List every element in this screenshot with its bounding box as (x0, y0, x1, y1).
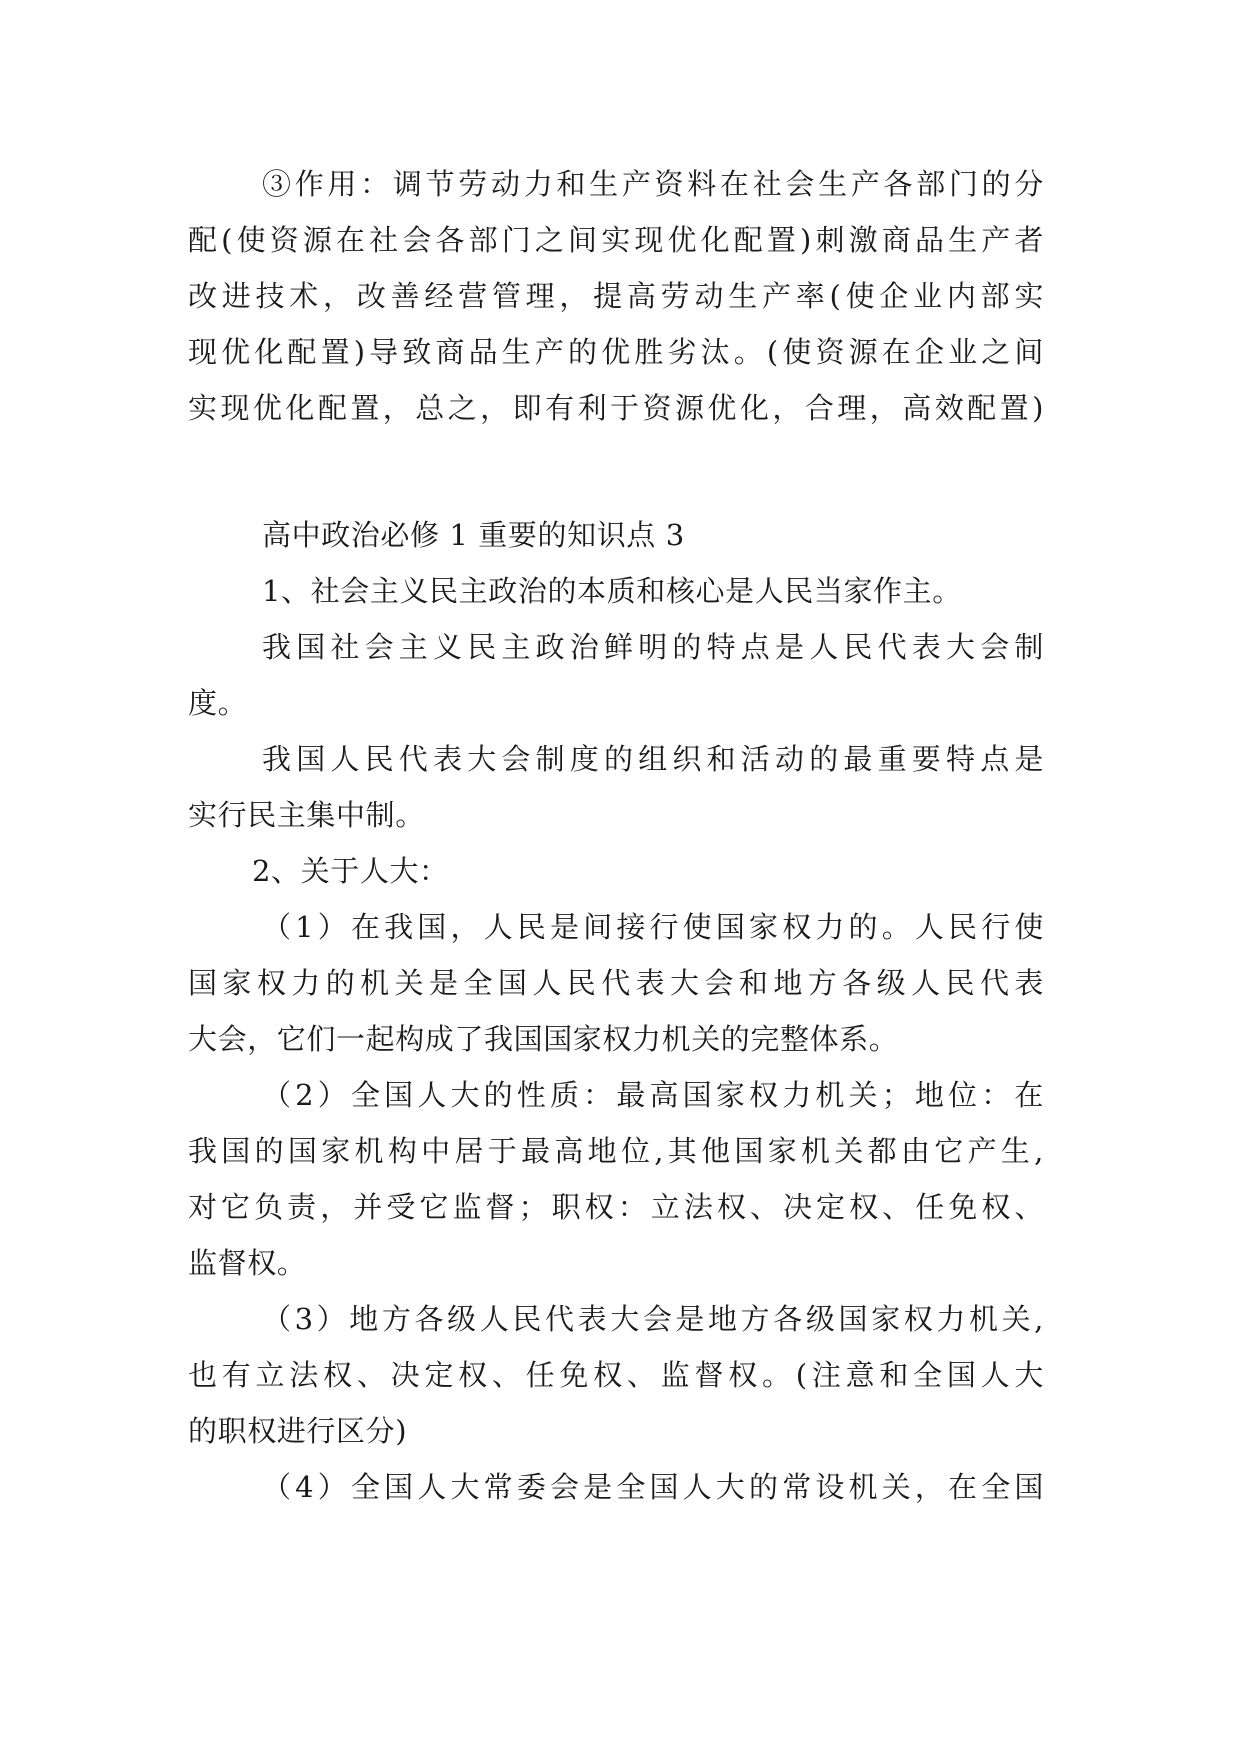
body-line: 大会，它们一起构成了我国国家权力机关的完整体系。 (188, 1022, 899, 1056)
body-line: 我国社会主义民主政治鲜明的特点是人民代表大会制 (262, 630, 1044, 664)
body-line: 的职权进行区分) (188, 1414, 408, 1448)
body-line: 实现优化配置，总之，即有利于资源优化，合理，高效配置) (188, 391, 1044, 425)
body-line: （4）全国人大常委会是全国人大的常设机关，在全国 (262, 1470, 1044, 1504)
section-heading: 高中政治必修 1 重要的知识点 3 (262, 518, 685, 552)
body-line: 我国的国家机构中居于最高地位,其他国家机关都由它产生, (188, 1134, 1044, 1168)
body-line: 实行民主集中制。 (188, 798, 425, 832)
body-line: （3）地方各级人民代表大会是地方各级国家权力机关, (262, 1302, 1044, 1336)
body-line: 2、关于人大： (252, 854, 449, 888)
body-line: 国家权力的机关是全国人民代表大会和地方各级人民代表 (188, 966, 1044, 1000)
body-line: （1）在我国，人民是间接行使国家权力的。人民行使 (262, 910, 1044, 944)
body-line: 我国人民代表大会制度的组织和活动的最重要特点是 (262, 742, 1044, 776)
body-line: 对它负责，并受它监督；职权：立法权、决定权、任免权、 (188, 1190, 1044, 1224)
body-line: 1、社会主义民主政治的本质和核心是人民当家作主。 (262, 574, 962, 608)
body-line: 监督权。 (188, 1246, 307, 1280)
body-line: 配(使资源在社会各部门之间实现优化配置)刺激商品生产者 (188, 223, 1044, 257)
body-line: 现优化配置)导致商品生产的优胜劣汰。(使资源在企业之间 (188, 335, 1044, 369)
body-line: 也有立法权、决定权、任免权、监督权。(注意和全国人大 (188, 1358, 1044, 1392)
body-line: 度。 (188, 686, 248, 720)
body-line: 改进技术，改善经营管理，提高劳动生产率(使企业内部实 (188, 279, 1044, 313)
body-line: ③作用：调节劳动力和生产资料在社会生产各部门的分 (262, 167, 1044, 201)
body-line: （2）全国人大的性质：最高国家权力机关；地位：在 (262, 1078, 1044, 1112)
